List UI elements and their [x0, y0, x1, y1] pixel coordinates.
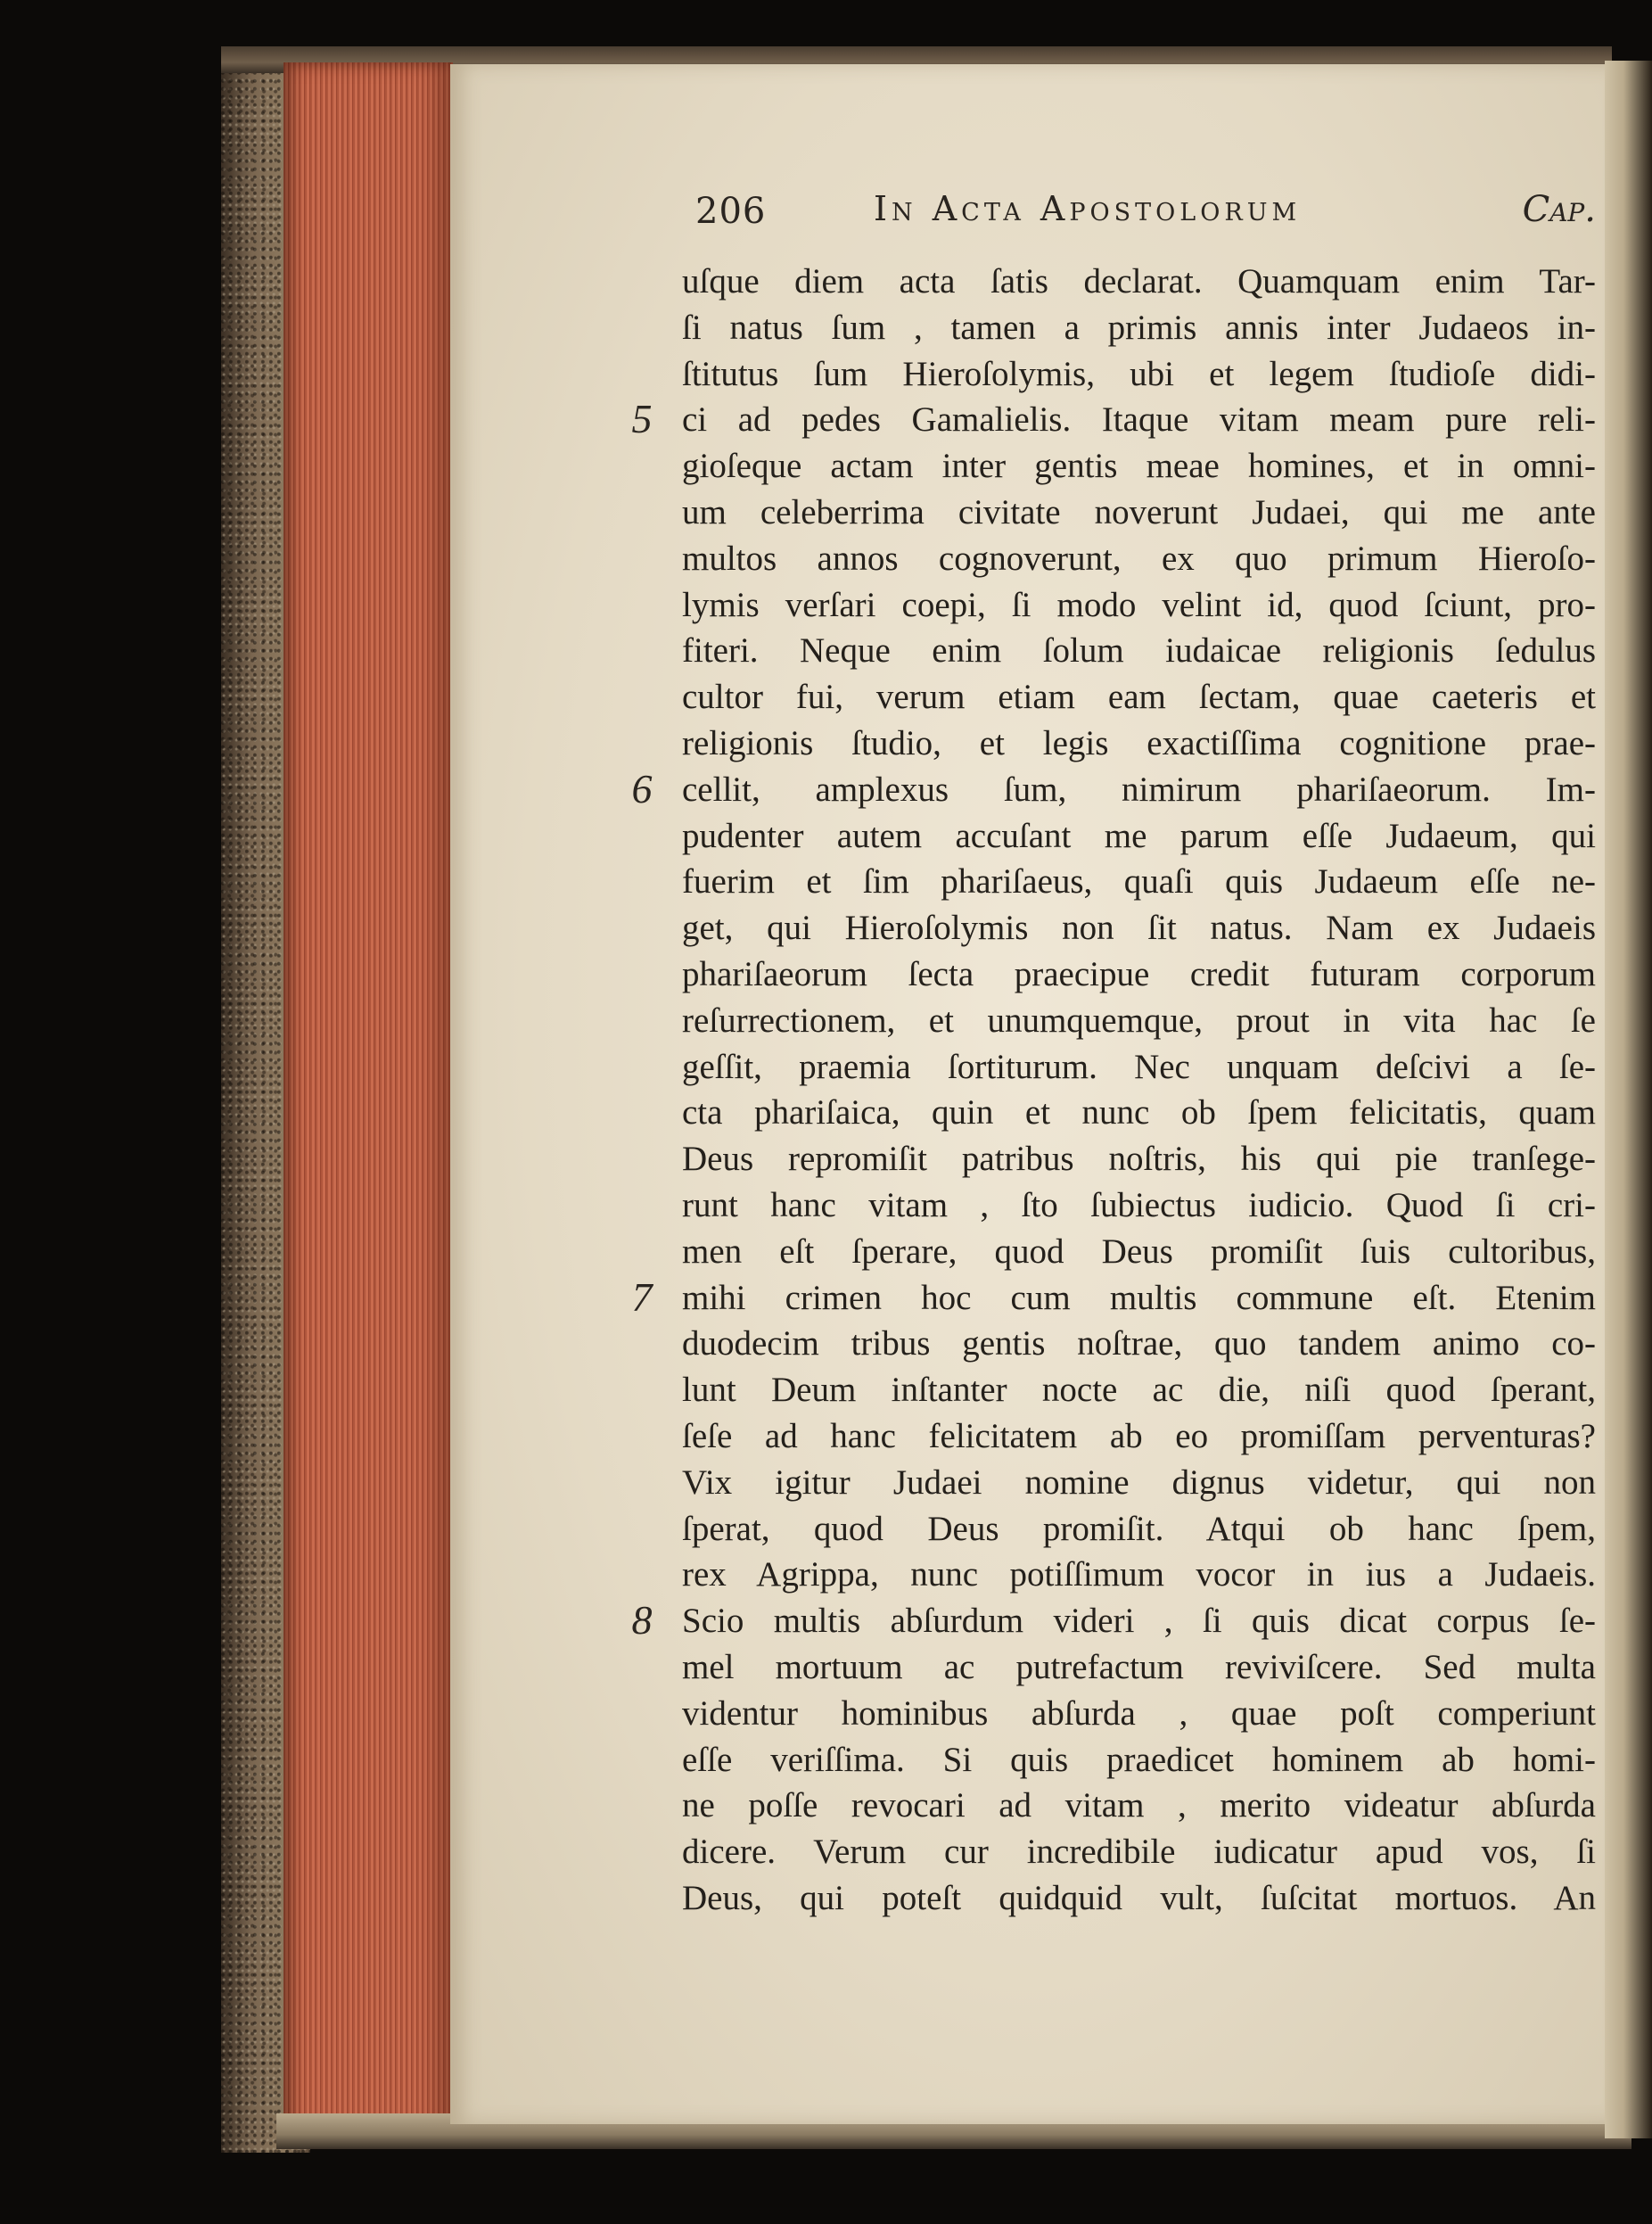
body-text	[682, 259, 1596, 1922]
text-line: cultor fui, verum etiam eam ſectam, quae caeteris et	[682, 678, 1596, 717]
text-line: pudenter autem accuſant me parum eſſe Judaeum, qui	[682, 816, 1596, 855]
text-line: dicere. Verum cur incredibile iudicatur apud vos, ſi	[682, 1833, 1596, 1872]
verse-number: 6	[631, 765, 653, 811]
text-line: Vix igitur Judaei nomine dignus videtur, qui non	[682, 1462, 1596, 1502]
text-line: eſſe veriſſima. Si quis praedicet hominem ab homi-	[682, 1740, 1596, 1779]
verse-number: 7	[631, 1273, 653, 1320]
text-line: duodecim tribus gentis noſtrae, quo tandem animo co-	[682, 1324, 1596, 1363]
text-line: cta phariſaica, quin et nunc ob ſpem felicitatis, quam	[682, 1093, 1596, 1133]
red-page-edges	[284, 62, 453, 2131]
text-line: lunt Deum inſtanter nocte ac die, niſi quod ſperant,	[682, 1371, 1596, 1410]
text-line: ſtitutus ſum Hieroſolymis, ubi et legem ſtudioſe didi-	[682, 354, 1596, 393]
text-line: multos annos cognoverunt, ex quo primum Hieroſo-	[682, 539, 1596, 578]
running-head	[695, 185, 1596, 239]
text-line: mel mortuum ac putrefactum reviviſcere. Sed multa	[682, 1647, 1596, 1686]
page-number: 206	[695, 191, 767, 232]
text-line: ſi natus ſum , tamen a primis annis inter Judaeos in-	[682, 308, 1596, 347]
text-line: Deus, qui poteſt quidquid vult, ſuſcitat mortuos. An	[682, 1878, 1596, 1917]
text-line: Scio multis abſurdum videri , ſi quis dicat corpus ſe-	[682, 1602, 1596, 1641]
text-line: rex Agrippa, nunc potiſſimum vocor in ius a Judaeis.	[682, 1555, 1596, 1594]
text-line: ſeſe ad hanc felicitatem ab eo promiſſam perventuras?	[682, 1416, 1596, 1455]
text-line: runt hanc vitam , ſto ſubiectus iudicio. Quod ſi cri-	[682, 1185, 1596, 1224]
text-line: ci ad pedes Gamalielis. Itaque vitam meam pure reli-	[682, 400, 1596, 440]
text-line: get, qui Hieroſolymis non ſit natus. Nam ex Judaeis	[682, 909, 1596, 948]
verse-number: 5	[631, 396, 653, 442]
text-line: fiteri. Neque enim ſolum iudaicae religionis ſedulus	[682, 631, 1596, 671]
chapter-label: Cap.	[1522, 189, 1596, 230]
text-line: ne poſſe revocari ad vitam , merito videatur abſurda	[682, 1786, 1596, 1825]
text-line: uſque diem acta ſatis declarat. Quamquam enim Tar-	[682, 262, 1596, 301]
text-line: mihi crimen hoc cum multis commune eſt. Etenim	[682, 1278, 1596, 1317]
text-line: cellit, amplexus ſum, nimirum phariſaeorum. Im-	[682, 770, 1596, 809]
running-title: In Acta Apostolorum	[874, 189, 1302, 228]
text-line: gioſeque actam inter gentis meae homines, et in omni-	[682, 447, 1596, 486]
text-line: phariſaeorum ſecta praecipue credit futuram corporum	[682, 954, 1596, 993]
text-line: fuerim et ſim phariſaeus, quaſi quis Judaeum eſſe ne-	[682, 862, 1596, 902]
text-line: religionis ſtudio, et legis exactiſſima cognitione prae-	[682, 723, 1596, 762]
verse-number: 8	[631, 1597, 653, 1643]
text-line: geſſit, praemia ſortiturum. Nec unquam deſcivi a ſe-	[682, 1047, 1596, 1086]
text-line: men eſt ſperare, quod Deus promiſit ſuis cultoribus,	[682, 1231, 1596, 1271]
text-line: Deus repromiſit patribus noſtris, his qui pie tranſege-	[682, 1140, 1596, 1179]
text-line: videntur hominibus abſurda , quae poſt comperiunt	[682, 1693, 1596, 1733]
text-line: reſurrectionem, et unumquemque, prout in vita hac ſe	[682, 1001, 1596, 1040]
text-line: um celeberrima civitate noverunt Judaei, qui me ante	[682, 492, 1596, 531]
facing-page-edge	[1605, 61, 1652, 2138]
text-line: lymis verſari coepi, ſi modo velint id, quod ſciunt, pro-	[682, 585, 1596, 624]
text-line: ſperat, quod Deus promiſit. Atqui ob hanc ſpem,	[682, 1509, 1596, 1548]
